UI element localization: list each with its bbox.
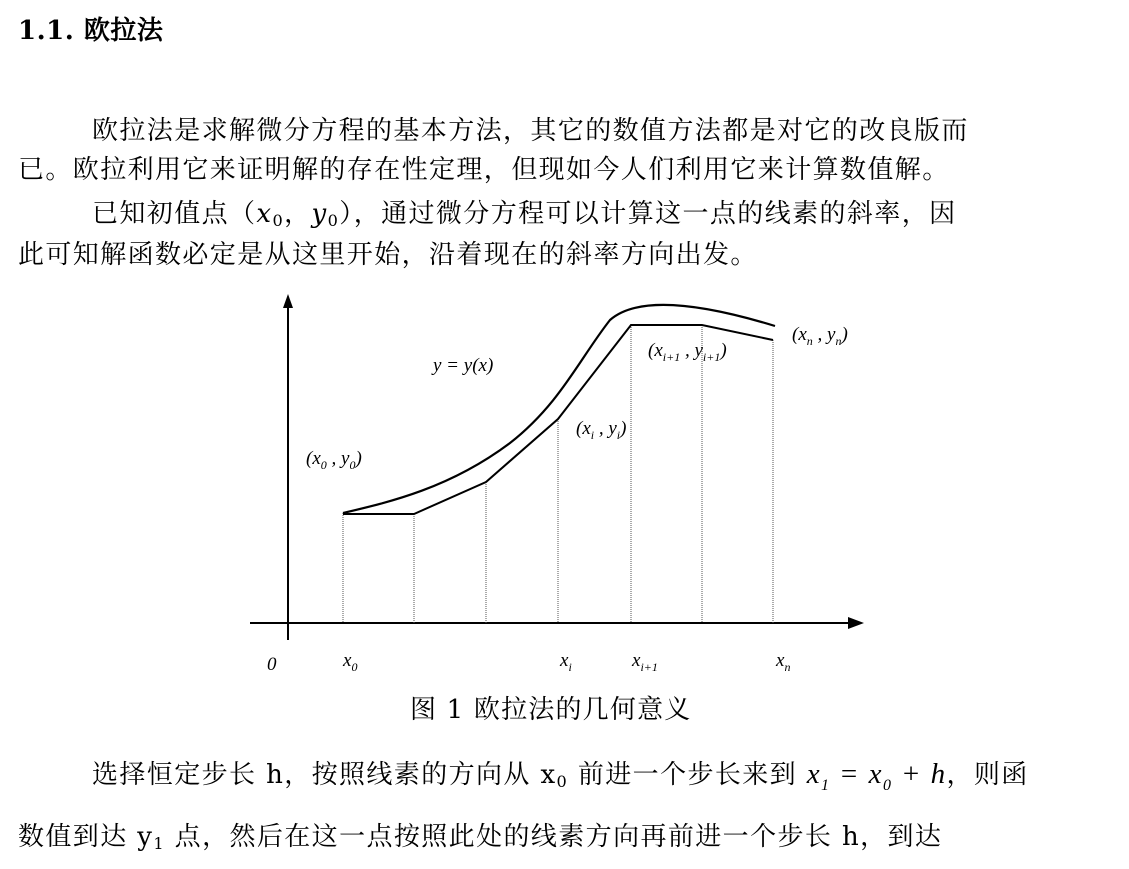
tick-xn: $x_n$ bbox=[776, 650, 791, 674]
point-label-pi: ($x_i$ , $y_i$) bbox=[576, 418, 627, 442]
figure-caption: 图 1 欧拉法的几何意义 bbox=[410, 695, 692, 725]
point-label-p0: ($x_0$ , $y_0$) bbox=[306, 448, 362, 472]
curve-label: y = y(x) bbox=[433, 355, 494, 376]
paragraph-3-line-2 bbox=[18, 820, 942, 861]
tick-xi: $x_i$ bbox=[560, 650, 572, 674]
p3b-post: 点，然后在这一点按照此处的线素方向再前进一个步长 h，到达 bbox=[165, 822, 943, 852]
p2-sep: ， bbox=[284, 199, 312, 229]
p2-x0-sub: 0 bbox=[272, 211, 285, 231]
p3-post: ，则函 bbox=[946, 760, 1029, 790]
x-axis-arrow bbox=[848, 617, 864, 629]
vertical-guides bbox=[343, 325, 773, 623]
p3-mid: 前进一个步长来到 bbox=[568, 760, 807, 790]
p3b-sub: 1 bbox=[153, 834, 166, 854]
y-axis-arrow bbox=[283, 294, 293, 308]
paragraph-2-line-1 bbox=[92, 197, 957, 238]
p2-pre: 已知初值点（ bbox=[92, 199, 257, 229]
tick-xi1: $x_{i+1}$ bbox=[632, 650, 658, 674]
euler-method-figure bbox=[240, 288, 880, 688]
paragraph-2-line-2: 此可知解函数必定是从这里开始，沿着现在的斜率方向出发。 bbox=[18, 240, 758, 270]
p2-post: ），通过微分方程可以计算这一点的线素的斜率，因 bbox=[339, 199, 957, 229]
tick-origin: 0 bbox=[267, 654, 277, 675]
p2-y0: y bbox=[311, 199, 328, 229]
p2-y0-sub: 0 bbox=[327, 211, 340, 231]
p2-x0: x bbox=[256, 199, 273, 229]
p3-sub: 0 bbox=[556, 772, 569, 792]
paragraph-1-line-1: 欧拉法是求解微分方程的基本方法，其它的数值方法都是对它的改良版而 bbox=[92, 116, 969, 146]
paragraph-1-line-2: 已。欧拉利用它来证明解的存在性定理，但现如今人们利用它来计算数值解。 bbox=[18, 155, 950, 185]
p3b-pre: 数值到达 y bbox=[18, 822, 154, 852]
point-label-pi1: ($x_{i+1}$ , $y_{i+1}$) bbox=[648, 340, 727, 364]
exact-solution-curve bbox=[343, 305, 775, 513]
paragraph-3-line-1 bbox=[92, 757, 1029, 803]
tick-x0: $x_0$ bbox=[343, 650, 358, 674]
p3-pre: 选择恒定步长 h，按照线素的方向从 x bbox=[92, 760, 557, 790]
step-equation: $x_1 = x_0 + h$ bbox=[806, 758, 947, 794]
section-heading: 1.1. 欧拉法 bbox=[18, 16, 164, 46]
point-label-pn: ($x_n$ , $y_n$) bbox=[792, 324, 848, 348]
